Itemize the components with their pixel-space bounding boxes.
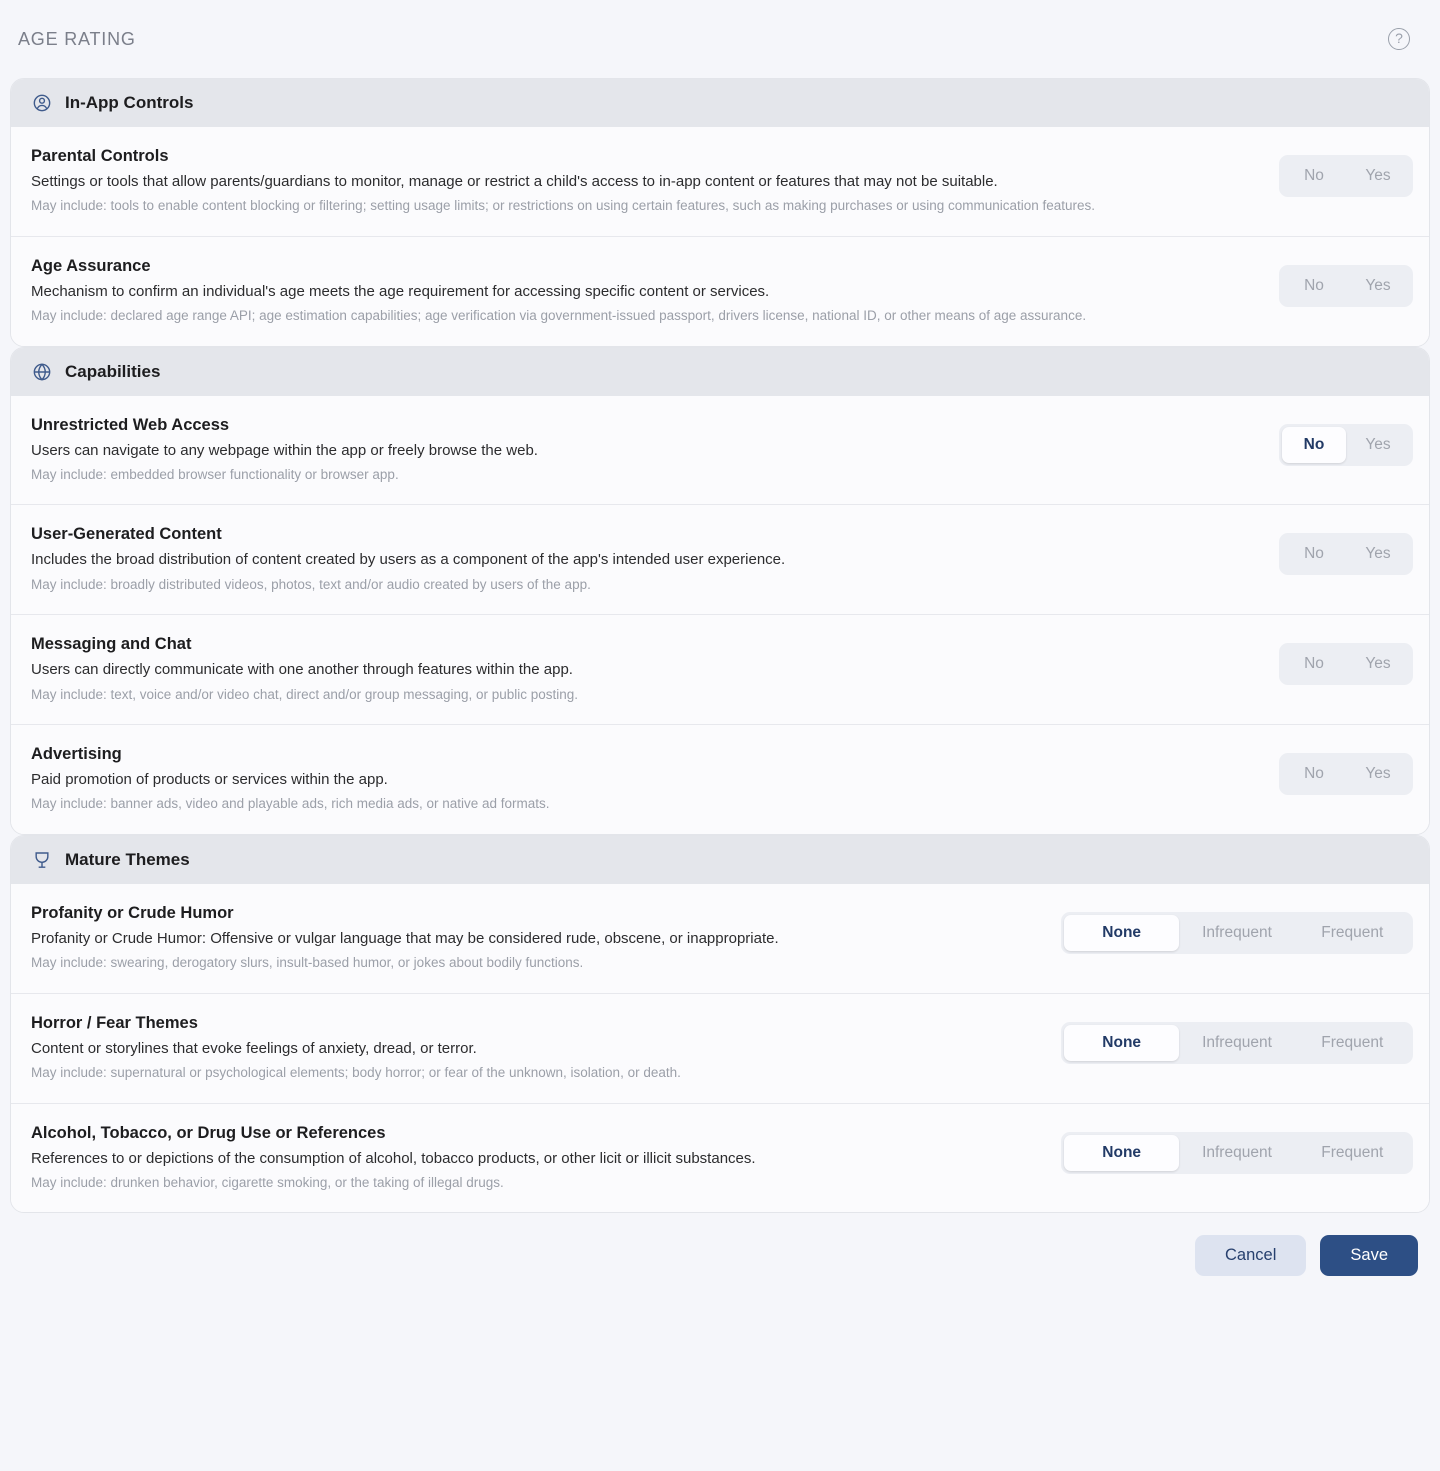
rating-row-description: Includes the broad distribution of content created by users as a component of the app's intended user experience. [31, 551, 786, 569]
segment-option-none[interactable]: None [1064, 915, 1179, 951]
segment-option-yes[interactable]: Yes [1365, 655, 1391, 673]
section-title: Mature Themes [65, 849, 190, 869]
segment-option-yes[interactable]: Yes [1365, 545, 1391, 563]
rating-row [11, 725, 1429, 834]
section-title: Capabilities [65, 361, 161, 381]
rating-row-text [31, 416, 1259, 485]
rating-row-text [31, 1014, 1041, 1083]
rating-row-title: User-Generated Content [31, 525, 222, 544]
segment-option-no[interactable]: No [1304, 765, 1324, 783]
segment-option-infrequent[interactable]: Infrequent [1202, 1143, 1272, 1161]
rating-row-description: Content or storylines that evoke feelings of anxiety, dread, or terror. [31, 1039, 477, 1057]
person-circle-icon [31, 92, 53, 114]
rating-row-may-include: May include: text, voice and/or video chat, direct and/or group messaging, or public posting. [31, 686, 579, 702]
segmented-control[interactable] [1279, 265, 1413, 307]
mask-icon [31, 849, 53, 871]
section-card-in-app-controls [10, 78, 1430, 347]
rating-row-may-include: May include: tools to enable content blocking or filtering; setting usage limits; or restrictions on using certain features, such as making purchases or using communication features. [31, 198, 1096, 214]
rating-row [11, 396, 1429, 506]
page-header [10, 0, 1430, 78]
page-title: AGE RATING [18, 28, 136, 49]
rating-row [11, 615, 1429, 725]
rating-row-title: Alcohol, Tobacco, or Drug Use or References [31, 1123, 386, 1142]
segment-option-no[interactable]: No [1304, 276, 1324, 294]
segmented-control[interactable] [1061, 1132, 1413, 1174]
rating-row-text [31, 1124, 1041, 1193]
rating-row-may-include: May include: drunken behavior, cigarette smoking, or the taking of illegal drugs. [31, 1174, 504, 1190]
rating-row-may-include: May include: banner ads, video and playable ads, rich media ads, or native ad formats. [31, 796, 550, 812]
section-rows [11, 884, 1429, 1212]
rating-row-title: Horror / Fear Themes [31, 1013, 198, 1032]
segment-option-none[interactable]: None [1064, 1135, 1179, 1171]
segment-option-none[interactable]: None [1064, 1025, 1179, 1061]
segmented-control[interactable] [1279, 424, 1413, 466]
segment-option-frequent[interactable]: Frequent [1321, 923, 1384, 941]
rating-row [11, 1104, 1429, 1213]
rating-row-may-include: May include: declared age range API; age estimation capabilities; age verification via government-issued passport, drivers license, national ID, or other means of age assurance. [31, 308, 1087, 324]
segment-option-no[interactable]: No [1282, 427, 1346, 463]
rating-row-title: Parental Controls [31, 147, 169, 165]
rating-row-text [31, 635, 1259, 704]
segment-option-yes[interactable]: Yes [1365, 276, 1391, 294]
rating-row-text [31, 147, 1259, 216]
rating-row-description: Paid promotion of products or services within the app. [31, 771, 388, 789]
segmented-control[interactable] [1279, 643, 1413, 685]
save-button[interactable]: Save [1320, 1235, 1418, 1276]
cancel-button[interactable]: Cancel [1195, 1235, 1306, 1276]
rating-row-description: Mechanism to confirm an individual's age meets the age requirement for accessing specific content or services. [31, 282, 770, 300]
section-title: In-App Controls [65, 93, 194, 112]
rating-row-may-include: May include: broadly distributed videos, photos, text and/or audio created by users of the app. [31, 576, 591, 592]
segmented-control[interactable] [1279, 155, 1413, 197]
segment-option-yes[interactable]: Yes [1365, 435, 1391, 453]
rating-row-description: Users can directly communicate with one another through features within the app. [31, 661, 573, 679]
segmented-control[interactable] [1061, 1022, 1413, 1064]
rating-row [11, 237, 1429, 346]
rating-row-description: Settings or tools that allow parents/guardians to monitor, manage or restrict a child's access to in-app content or features that may not be suitable. [31, 173, 998, 190]
section-card-capabilities [10, 347, 1430, 835]
rating-row [11, 994, 1429, 1104]
section-card-mature-themes [10, 835, 1430, 1213]
rating-row-text [31, 257, 1259, 326]
sections-container [10, 78, 1430, 1213]
rating-row-description: Profanity or Crude Humor: Offensive or vulgar language that may be considered rude, obscene, or inappropriate. [31, 929, 779, 947]
segment-option-yes[interactable]: Yes [1365, 167, 1391, 184]
rating-row-text [31, 904, 1041, 973]
segment-option-frequent[interactable]: Frequent [1321, 1143, 1384, 1161]
help-circle-icon[interactable]: ? [1388, 28, 1410, 50]
rating-row-title: Messaging and Chat [31, 635, 192, 654]
rating-row-description: References to or depictions of the consumption of alcohol, tobacco products, or other licit or illicit substances. [31, 1149, 756, 1167]
section-rows [11, 396, 1429, 834]
rating-row-title: Profanity or Crude Humor [31, 903, 234, 922]
section-header-in-app-controls [11, 79, 1429, 127]
segment-option-no[interactable]: No [1304, 167, 1324, 184]
segment-option-frequent[interactable]: Frequent [1321, 1033, 1384, 1051]
section-header-mature-themes [11, 836, 1429, 884]
rating-row [11, 505, 1429, 615]
rating-row-title: Unrestricted Web Access [31, 415, 230, 434]
rating-row-title: Advertising [31, 745, 122, 764]
globe-icon [31, 361, 53, 383]
rating-row-may-include: May include: embedded browser functionality or browser app. [31, 466, 399, 482]
rating-row-title: Age Assurance [31, 256, 151, 275]
segmented-control[interactable] [1061, 912, 1413, 954]
form-actions [10, 1213, 1430, 1298]
segment-option-no[interactable]: No [1304, 655, 1324, 673]
rating-row-may-include: May include: swearing, derogatory slurs, insult-based humor, or jokes about bodily functions. [31, 955, 584, 971]
segment-option-yes[interactable]: Yes [1365, 765, 1391, 783]
segment-option-no[interactable]: No [1304, 545, 1324, 563]
section-header-capabilities [11, 348, 1429, 396]
rating-row-text [31, 525, 1259, 594]
rating-row-text [31, 745, 1259, 814]
segmented-control[interactable] [1279, 533, 1413, 575]
segment-option-infrequent[interactable]: Infrequent [1202, 1033, 1272, 1051]
rating-row [11, 884, 1429, 994]
segment-option-infrequent[interactable]: Infrequent [1202, 923, 1272, 941]
segmented-control[interactable] [1279, 753, 1413, 795]
rating-row-may-include: May include: supernatural or psychological elements; body horror; or fear of the unknown, isolation, or death. [31, 1064, 681, 1080]
rating-row [11, 127, 1429, 237]
rating-row-description: Users can navigate to any webpage within the app or freely browse the web. [31, 441, 538, 459]
section-rows [11, 127, 1429, 346]
